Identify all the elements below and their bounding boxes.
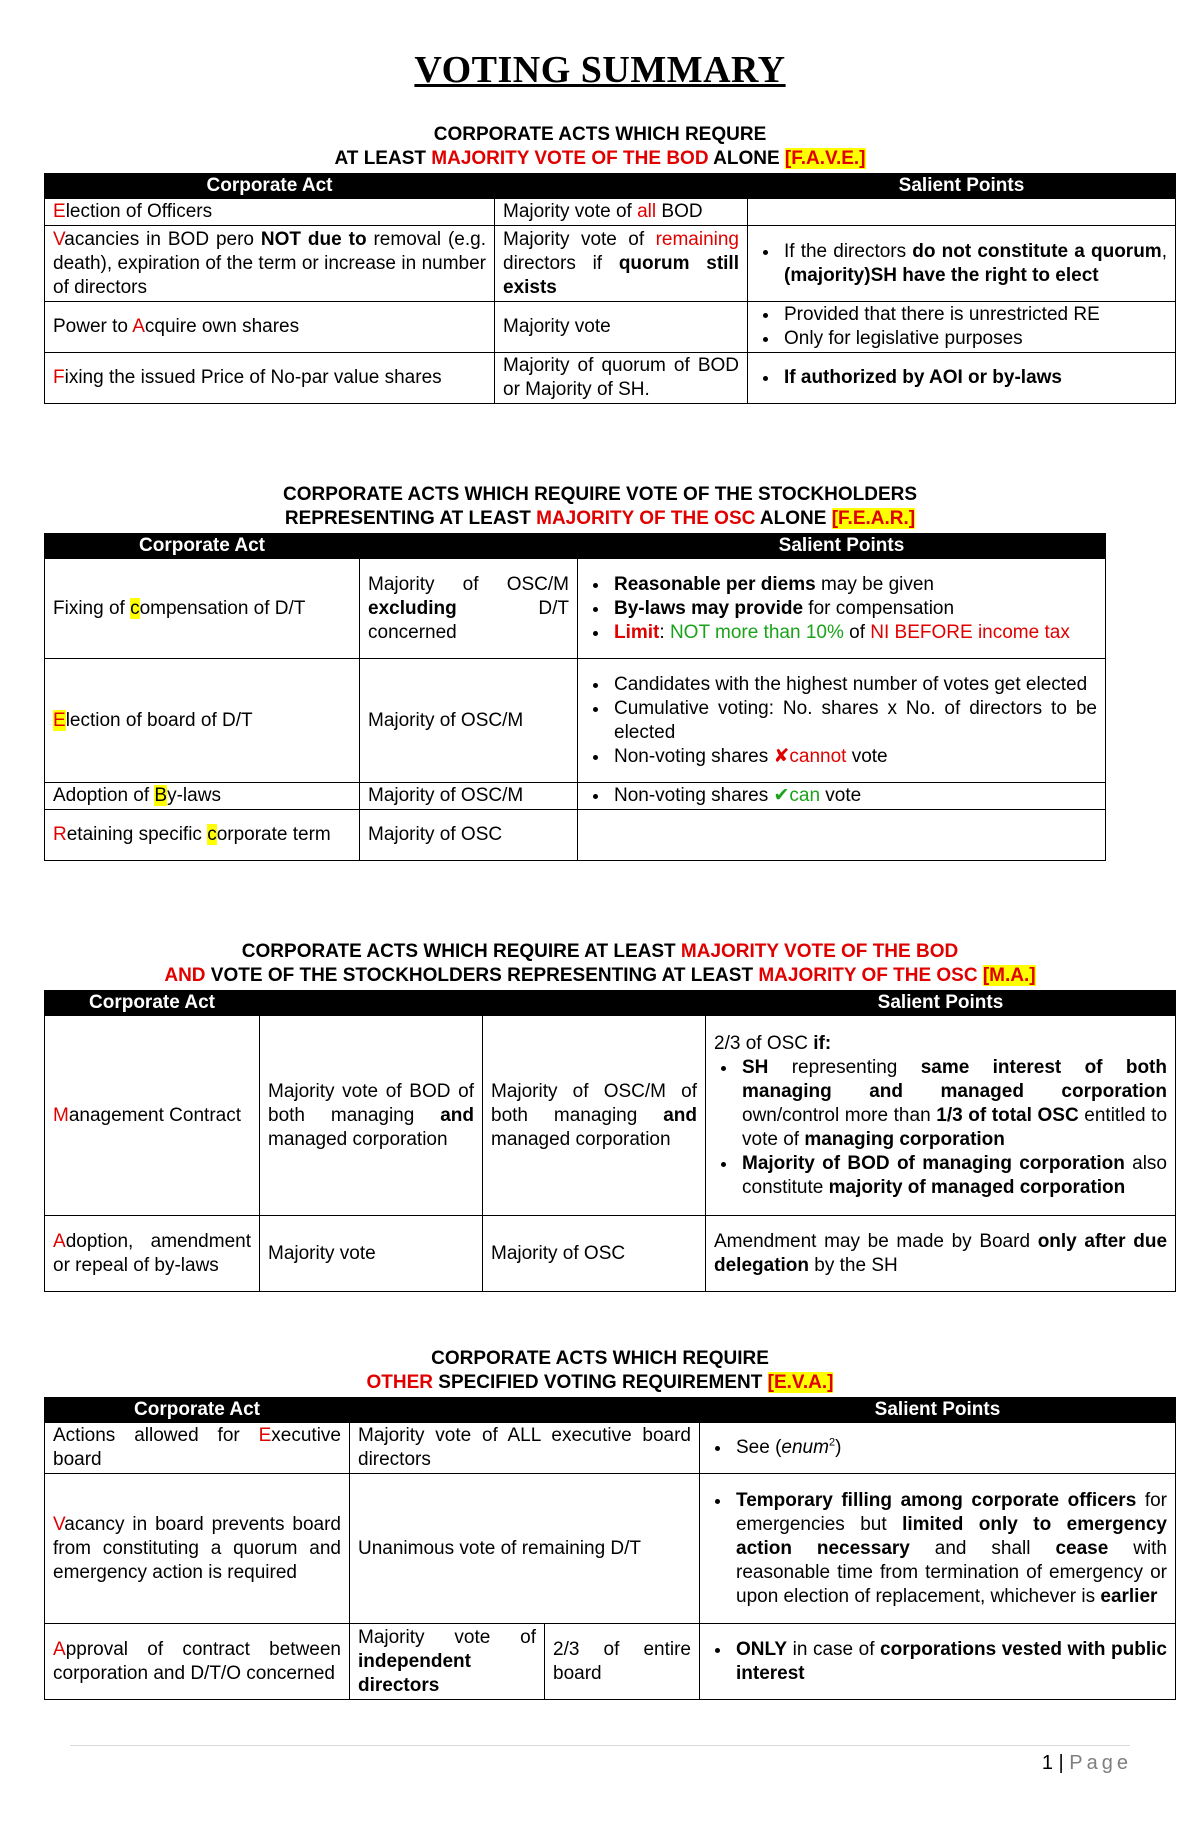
table-row — [45, 1423, 1176, 1474]
vote-text: D/T concerned — [368, 597, 569, 643]
mnemonic-tag: [F.A.V.E.] — [784, 148, 866, 169]
vote-bold-text: and — [440, 1104, 474, 1126]
heading-red-text: MAJORITY OF THE OSC — [758, 965, 978, 986]
col-header-act: Corporate Act — [45, 1398, 350, 1423]
table-row — [45, 353, 1176, 404]
points-cell — [578, 659, 1106, 783]
point-red-text: cannot — [789, 745, 847, 767]
vote-text: Majority of OSC/M — [368, 573, 569, 595]
points-cell — [748, 353, 1176, 404]
points-cell — [706, 1216, 1176, 1292]
act-text: y-laws — [167, 785, 221, 806]
col-header-blank — [360, 534, 578, 559]
list-item — [732, 1436, 1167, 1460]
act-text: Fixing of — [53, 597, 131, 619]
section3-heading-line1 — [0, 940, 1200, 964]
section4-heading — [0, 1347, 1200, 1395]
col-header-blank — [545, 1398, 700, 1423]
list-item — [610, 745, 1097, 769]
vote-text: BOD — [656, 201, 703, 222]
section2-heading-line1: CORPORATE ACTS WHICH REQUIRE VOTE OF THE STOCKHOLDERS — [282, 484, 918, 505]
act-text: orporate term — [216, 824, 331, 845]
point-text: See ( — [736, 1437, 782, 1458]
section2-heading — [0, 483, 1200, 531]
vote-cell — [495, 199, 748, 226]
points-list — [708, 1489, 1167, 1609]
footer-divider — [70, 1745, 1130, 1746]
col-header-points: Salient Points — [706, 991, 1176, 1016]
list-item — [780, 240, 1167, 288]
col-header-points: Salient Points — [578, 534, 1106, 559]
act-cell — [45, 1216, 260, 1292]
act-text: cquire own shares — [144, 316, 300, 337]
page-footer — [1042, 1752, 1132, 1775]
act-cell — [45, 1624, 350, 1700]
point-bold-text: limited only to emergency action necessary — [736, 1513, 1167, 1559]
list-item: • Cumulative voting: No. shares x No. of directors to be elected — [610, 697, 1097, 745]
vote-text: Majority vote of — [358, 1626, 536, 1648]
point-bold-text: Limit — [614, 621, 660, 643]
act-cell — [45, 353, 495, 404]
vote-cell: Unanimous vote of remaining D/T — [350, 1474, 700, 1624]
point-text: in case of — [787, 1638, 881, 1660]
point-text: by the SH — [809, 1254, 898, 1276]
point-italic-text: enum — [781, 1437, 829, 1458]
point-bold-text: Reasonable per diems — [614, 573, 816, 595]
points-cell — [700, 1474, 1176, 1624]
mnemonic-letter: c — [130, 597, 140, 619]
point-bold-text: ONLY — [736, 1638, 788, 1660]
list-item — [732, 1489, 1167, 1609]
cross-icon: ✘ — [773, 745, 790, 767]
mnemonic-letter: c — [207, 824, 217, 845]
mnemonic-letter: V — [53, 228, 65, 250]
mnemonic-letter: M — [53, 1104, 69, 1126]
point-text: with reasonable time from termination of emergency or upon election of replacement, whichever is — [736, 1537, 1167, 1607]
mnemonic-letter: B — [154, 785, 168, 806]
col-header-act: Corporate Act — [45, 991, 260, 1016]
points-cell — [748, 226, 1176, 302]
act-text: Actions allowed for — [53, 1425, 259, 1446]
mnemonic-letter: A — [53, 1230, 66, 1252]
point-text: Non-voting shares — [614, 745, 774, 767]
act-text: pproval of contract between corporation and D/T/O concerned — [53, 1638, 341, 1684]
section2-heading-line2 — [0, 507, 1200, 531]
vote-bold-text: quorum still exists — [503, 252, 739, 298]
points-cell — [706, 1016, 1176, 1216]
vote-cell: Majority of OSC/M — [360, 783, 578, 810]
act-cell — [45, 659, 360, 783]
table-row — [45, 559, 1106, 659]
document-title: VOTING SUMMARY — [414, 49, 786, 91]
act-text: xecutive board — [53, 1425, 341, 1470]
vote-cell — [360, 559, 578, 659]
point-bold-text: majority of managed corporation — [828, 1176, 1126, 1198]
col-header-act: Corporate Act — [45, 174, 495, 199]
heading-red-text: OTHER — [366, 1372, 433, 1393]
point-text: own/control more than — [742, 1104, 937, 1126]
list-item — [738, 1056, 1167, 1152]
section2-table — [44, 533, 1106, 861]
col-header-blank — [483, 991, 706, 1016]
table-row — [45, 226, 1176, 302]
col-header-blank — [495, 174, 748, 199]
act-text: lection of Officers — [65, 201, 213, 222]
mnemonic-letter: E — [53, 201, 66, 222]
col-header-blank — [260, 991, 483, 1016]
heading-text: REPRESENTING AT LEAST — [284, 508, 537, 529]
mnemonic-letter: R — [53, 824, 67, 845]
points-intro — [714, 1032, 1167, 1056]
mnemonic-tag: [E.V.A.] — [767, 1372, 834, 1393]
vote-text: Majority of OSC/M of both managing — [491, 1080, 697, 1126]
mnemonic-letter: F — [53, 367, 65, 388]
list-item: • Provided that there is unrestricted RE — [780, 303, 1167, 327]
points-list — [756, 303, 1167, 351]
vote-cell — [495, 226, 748, 302]
points-cell — [578, 810, 1106, 861]
points-list — [586, 573, 1097, 645]
point-bold-text: cease — [1055, 1537, 1109, 1559]
col-header-points: Salient Points — [700, 1398, 1176, 1423]
point-text: of — [843, 621, 871, 643]
act-text: doption, amendment or repeal of by-laws — [53, 1230, 251, 1276]
section3-heading — [0, 940, 1200, 988]
check-icon: ✔ — [773, 785, 790, 806]
point-text: vote — [820, 785, 862, 806]
vote-cell: Majority of OSC/M — [360, 659, 578, 783]
osc-vote-cell — [483, 1016, 706, 1216]
act-text: removal (e.g. death), expiration of the term or increase in number of directors — [53, 228, 486, 298]
point-bold-text: SH — [742, 1056, 769, 1078]
act-bold-text: NOT due to — [260, 228, 367, 250]
heading-text: VOTE OF THE STOCKHOLDERS REPRESENTING AT LEAST — [205, 965, 759, 986]
section1-heading — [0, 123, 1200, 171]
section4-heading-line2 — [0, 1371, 1200, 1395]
points-list — [714, 1056, 1167, 1200]
table-row — [45, 1216, 1176, 1292]
vote-bold-text: and — [663, 1104, 697, 1126]
heading-text: AT LEAST — [334, 148, 432, 169]
heading-text: SPECIFIED VOTING REQUIREMENT — [433, 1372, 768, 1393]
list-item: • Candidates with the highest number of votes get elected — [610, 673, 1097, 697]
mnemonic-letter: V — [53, 1513, 65, 1535]
heading-red-text: MAJORITY VOTE OF THE BOD — [431, 148, 709, 169]
footnote-mark: 2 — [828, 1436, 836, 1449]
point-text: may be given — [815, 573, 934, 595]
point-green-text: can — [789, 785, 821, 806]
act-cell — [45, 199, 495, 226]
act-cell — [45, 1423, 350, 1474]
points-list — [586, 784, 1097, 808]
point-bold-text: (majority)SH have the right to elect — [784, 264, 1099, 286]
section4-table — [44, 1397, 1176, 1700]
point-text: Amendment may be made by Board — [714, 1230, 1038, 1252]
list-item — [610, 621, 1097, 645]
col-header-points: Salient Points — [748, 174, 1176, 199]
heading-text: ALONE — [708, 148, 785, 169]
col-header-blank — [350, 1398, 545, 1423]
section4-heading-line1: CORPORATE ACTS WHICH REQUIRE — [431, 1348, 769, 1369]
act-cell — [45, 1474, 350, 1624]
mnemonic-tag: [M.A.] — [982, 965, 1036, 986]
mnemonic-letter: E — [258, 1425, 272, 1446]
osc-vote-cell: Majority of OSC — [483, 1216, 706, 1292]
points-cell — [578, 559, 1106, 659]
list-item — [610, 573, 1097, 597]
section3-heading-line2 — [0, 964, 1200, 988]
act-cell — [45, 302, 495, 353]
point-bold-text: Temporary filling among corporate officers — [736, 1489, 1137, 1511]
table-row — [45, 1016, 1176, 1216]
page-label: Page — [1069, 1752, 1132, 1774]
points-cell — [578, 783, 1106, 810]
point-bold-text: 1/3 of total OSC — [936, 1104, 1079, 1126]
vote-cell: Majority vote of ALL executive board directors — [350, 1423, 700, 1474]
point-bold-text: Majority of BOD of managing corporation — [742, 1152, 1125, 1174]
act-text: acancies in BOD pero — [64, 228, 261, 250]
act-cell — [45, 226, 495, 302]
points-list — [586, 673, 1097, 769]
points-list — [708, 1638, 1167, 1686]
point-green-text: NOT more than 10% — [669, 621, 844, 643]
bod-vote-cell — [260, 1016, 483, 1216]
point-text: also constitute — [742, 1152, 1167, 1198]
points-cell — [700, 1624, 1176, 1700]
table-row — [45, 810, 1106, 861]
table-header-row — [45, 174, 1176, 199]
point-bold-text: earlier — [1100, 1585, 1158, 1607]
act-cell — [45, 1016, 260, 1216]
mnemonic-letter: A — [53, 1638, 66, 1660]
point-bold-text: same interest of both managing and managed corporation — [742, 1056, 1167, 1102]
heading-red-text: AND — [164, 965, 206, 986]
vote-cell: Majority vote — [495, 302, 748, 353]
act-cell — [45, 559, 360, 659]
vote-cell — [350, 1624, 545, 1700]
bod-vote-cell: Majority vote — [260, 1216, 483, 1292]
point-bold-text: if: — [813, 1032, 832, 1054]
mnemonic-letter: E — [53, 709, 66, 731]
act-text: anagement Contract — [68, 1104, 241, 1126]
point-text: Non-voting shares — [614, 785, 774, 806]
points-cell — [748, 199, 1176, 226]
col-header-act: Corporate Act — [45, 534, 360, 559]
table-row — [45, 659, 1106, 783]
point-text: If the directors — [784, 240, 913, 262]
vote-bold-text: excluding — [368, 597, 457, 619]
list-item — [738, 1152, 1167, 1200]
table-header-row — [45, 991, 1176, 1016]
act-text: Adoption of — [53, 785, 155, 806]
act-text: ixing the issued Price of No-par value shares — [64, 367, 442, 388]
table-row — [45, 1474, 1176, 1624]
vote-cell: Majority of quorum of BOD or Majority of SH. — [495, 353, 748, 404]
point-bold-text: managing corporation — [804, 1128, 1005, 1150]
point-text: : — [659, 621, 670, 643]
point-text: representing — [768, 1056, 921, 1078]
point-text: and shall — [909, 1537, 1056, 1559]
mnemonic-tag: [F.E.A.R.] — [831, 508, 916, 529]
points-cell — [748, 302, 1176, 353]
act-text: etaining specific — [66, 824, 208, 845]
points-cell — [700, 1423, 1176, 1474]
points-list — [756, 240, 1167, 288]
point-bold-text: only after due delegation — [714, 1230, 1168, 1276]
points-list — [756, 366, 1167, 390]
point-bold-text: corporations vested with public interest — [736, 1638, 1167, 1684]
point-bold-text: do not constitute a quorum — [912, 240, 1162, 262]
vote-text: managed corporation — [491, 1128, 671, 1150]
act-cell — [45, 810, 360, 861]
point-text: entitled to vote of — [742, 1104, 1168, 1150]
vote-red-text: all — [637, 201, 657, 222]
point-text: ) — [835, 1437, 842, 1458]
heading-text: ALONE — [755, 508, 832, 529]
list-item: • Only for legislative purposes — [780, 327, 1167, 351]
act-text: ompensation of D/T — [139, 597, 306, 619]
point-text: vote — [846, 745, 888, 767]
table-row — [45, 783, 1106, 810]
act-text: Power to — [53, 316, 133, 337]
vote-red-text: remaining — [655, 228, 739, 250]
heading-text: CORPORATE ACTS WHICH REQUIRE AT LEAST — [241, 941, 681, 962]
act-cell — [45, 783, 360, 810]
table-header-row — [45, 534, 1106, 559]
list-item — [610, 784, 1097, 808]
list-item — [732, 1638, 1167, 1686]
section1-heading-line1: CORPORATE ACTS WHICH REQURE — [433, 124, 767, 145]
vote-text: Majority vote of — [503, 201, 638, 222]
vote-text: Majority vote of BOD of both managing — [268, 1080, 474, 1126]
vote-bold-text: independent directors — [358, 1650, 471, 1696]
table-row — [45, 302, 1176, 353]
point-text: for compensation — [803, 597, 955, 619]
mnemonic-letter: A — [132, 316, 145, 337]
footer-separator: | — [1052, 1752, 1070, 1774]
vote-text: Majority vote of — [503, 228, 656, 250]
act-text: acancy in board prevents board from constituting a quorum and emergency action is required — [53, 1513, 341, 1583]
point-text: 2/3 of OSC — [714, 1032, 814, 1054]
section1-table — [44, 173, 1176, 404]
vote-cell: Majority of OSC — [360, 810, 578, 861]
point-bold-text: By-laws may provide — [614, 597, 804, 619]
vote2-cell: 2/3 of entire board — [545, 1624, 700, 1700]
section3-table — [44, 990, 1176, 1292]
act-text: lection of board of D/T — [65, 709, 253, 731]
table-header-row — [45, 1398, 1176, 1423]
list-item — [610, 597, 1097, 621]
heading-red-text: MAJORITY OF THE OSC — [536, 508, 756, 529]
heading-red-text: MAJORITY VOTE OF THE BOD — [680, 941, 959, 962]
vote-text: directors if — [503, 252, 619, 274]
point-text: for emergencies but — [736, 1489, 1168, 1535]
section1-heading-line2 — [0, 147, 1200, 171]
page-number: 1 — [1041, 1752, 1053, 1774]
point-red-text: NI BEFORE income tax — [870, 621, 1070, 643]
points-list — [708, 1436, 1167, 1460]
vote-text: managed corporation — [268, 1128, 448, 1150]
table-row — [45, 199, 1176, 226]
point-text: , — [1161, 240, 1167, 262]
table-row — [45, 1624, 1176, 1700]
list-item: • If authorized by AOI or by-laws — [780, 366, 1167, 390]
